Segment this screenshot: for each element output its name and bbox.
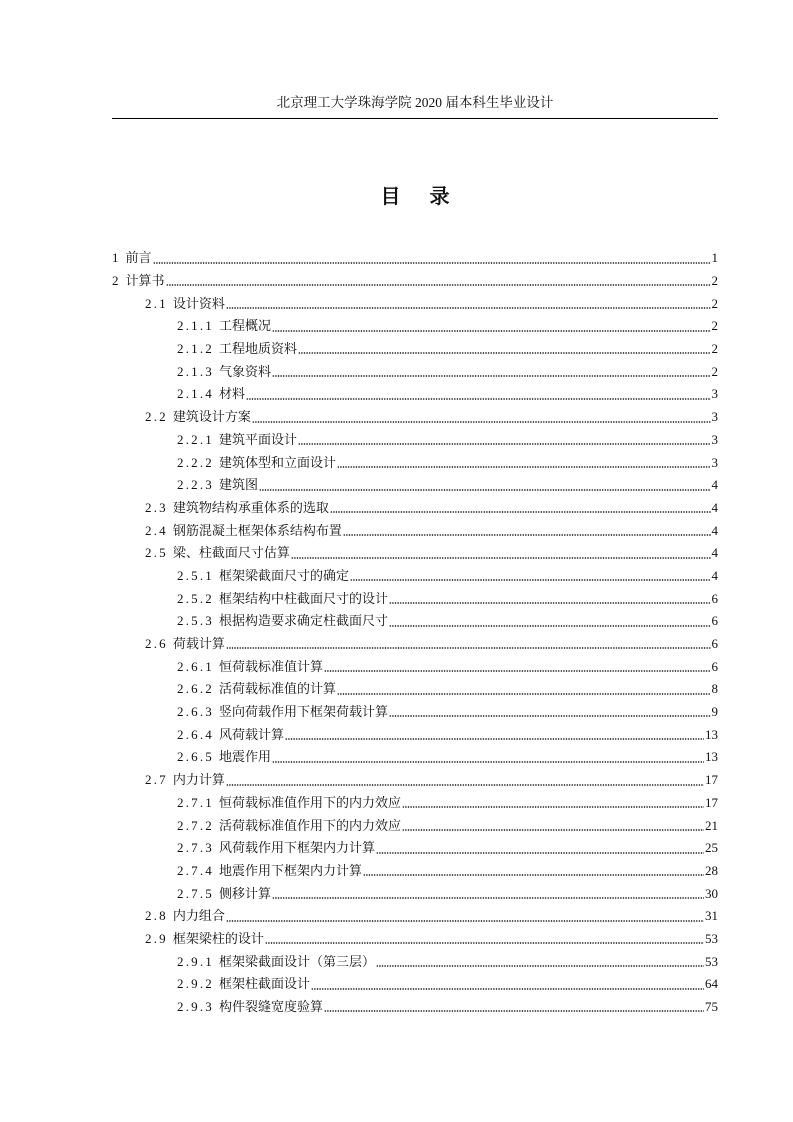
toc-dot-leader xyxy=(153,262,711,264)
toc-entry-page-number: 53 xyxy=(705,953,718,969)
toc-entry-page-number: 21 xyxy=(705,817,718,833)
toc-dot-leader xyxy=(272,330,710,332)
toc-entry-number: 1 xyxy=(112,250,119,266)
toc-dot-leader xyxy=(311,988,704,990)
toc-entry-number: 2.6 xyxy=(145,636,168,652)
table-of-contents xyxy=(112,247,718,1018)
toc-entry[interactable] xyxy=(112,315,718,338)
toc-entry-page-number: 2 xyxy=(711,341,718,357)
toc-entry-page-number: 17 xyxy=(705,794,718,810)
toc-entry-number: 2.9.2 xyxy=(177,976,214,992)
toc-dot-leader xyxy=(389,625,710,627)
toc-entry-title: 内力计算 xyxy=(172,772,225,788)
page-header: 北京理工大学珠海学院 2020 届本科生毕业设计 xyxy=(276,95,554,110)
toc-entry[interactable] xyxy=(112,451,718,474)
toc-entry-number: 2.8 xyxy=(145,908,168,924)
toc-entry-title: 建筑平面设计 xyxy=(219,431,298,447)
toc-entry-number: 2.5.3 xyxy=(177,613,214,629)
toc-entry-page-number: 4 xyxy=(711,499,718,515)
toc-entry-title: 根据构造要求确定柱截面尺寸 xyxy=(219,613,389,629)
toc-entry[interactable] xyxy=(112,270,718,293)
toc-dot-leader xyxy=(376,965,704,967)
toc-entry-number: 2.9 xyxy=(145,930,168,946)
toc-entry[interactable] xyxy=(112,587,718,610)
toc-entry-page-number: 13 xyxy=(705,726,718,742)
toc-entry-title: 建筑设计方案 xyxy=(172,409,251,425)
toc-entry-page-number: 4 xyxy=(711,522,718,538)
toc-entry[interactable] xyxy=(112,996,718,1019)
toc-entry-page-number: 28 xyxy=(705,862,718,878)
toc-title: 目 录 xyxy=(380,186,462,208)
toc-dot-leader xyxy=(389,715,710,717)
toc-entry-page-number: 6 xyxy=(711,590,718,606)
toc-entry-page-number: 2 xyxy=(711,295,718,311)
toc-entry-title: 框架结构中柱截面尺寸的设计 xyxy=(219,590,389,606)
toc-entry-page-number: 75 xyxy=(705,999,718,1015)
toc-entry[interactable] xyxy=(112,973,718,996)
toc-dot-leader xyxy=(389,602,710,604)
toc-dot-leader xyxy=(343,534,711,536)
toc-dot-leader xyxy=(330,511,711,513)
toc-entry-page-number: 64 xyxy=(705,976,718,992)
toc-entry[interactable] xyxy=(112,542,718,565)
toc-entry[interactable] xyxy=(112,769,718,792)
toc-entry-page-number: 2 xyxy=(711,363,718,379)
toc-entry[interactable] xyxy=(112,723,718,746)
toc-entry-title: 内力组合 xyxy=(172,908,225,924)
toc-dot-leader xyxy=(298,443,710,445)
toc-entry-number: 2.6.3 xyxy=(177,704,214,720)
toc-entry[interactable] xyxy=(112,565,718,588)
toc-entry-page-number: 17 xyxy=(705,772,718,788)
toc-entry-page-number: 6 xyxy=(711,636,718,652)
toc-entry[interactable] xyxy=(112,860,718,883)
toc-entry[interactable] xyxy=(112,814,718,837)
toc-dot-leader xyxy=(265,942,704,944)
toc-dot-leader xyxy=(226,784,704,786)
toc-entry-page-number: 30 xyxy=(705,885,718,901)
toc-dot-leader xyxy=(337,693,710,695)
toc-dot-leader xyxy=(298,352,710,354)
toc-entry-number: 2.5 xyxy=(145,545,168,561)
toc-entry[interactable] xyxy=(112,701,718,724)
toc-entry-title: 侧移计算 xyxy=(219,885,272,901)
toc-entry-number: 2.1.4 xyxy=(177,386,214,402)
toc-dot-leader xyxy=(252,421,711,423)
toc-entry-title: 地震作用 xyxy=(219,749,272,765)
toc-entry-title: 风荷载计算 xyxy=(219,726,285,742)
toc-entry-page-number: 25 xyxy=(705,840,718,856)
toc-entry-page-number: 4 xyxy=(711,545,718,561)
toc-entry-title: 恒荷载标准值作用下的内力效应 xyxy=(219,794,402,810)
toc-entry-number: 2 xyxy=(112,273,119,289)
toc-entry-title: 荷载计算 xyxy=(172,636,225,652)
toc-entry-title: 计算书 xyxy=(125,273,165,289)
toc-entry-title: 前言 xyxy=(125,250,152,266)
toc-entry[interactable] xyxy=(112,950,718,973)
toc-entry-number: 2.2 xyxy=(145,409,168,425)
toc-entry-number: 2.6.1 xyxy=(177,658,214,674)
toc-entry-title: 竖向荷载作用下框架荷载计算 xyxy=(219,704,389,720)
toc-entry[interactable] xyxy=(112,360,718,383)
toc-entry-title: 材料 xyxy=(219,386,246,402)
toc-entry-title: 设计资料 xyxy=(172,295,225,311)
toc-entry-page-number: 1 xyxy=(711,250,718,266)
toc-entry-page-number: 53 xyxy=(705,930,718,946)
toc-dot-leader xyxy=(291,557,711,559)
toc-entry-number: 2.2.2 xyxy=(177,454,214,470)
toc-entry-title: 恒荷载标准值计算 xyxy=(219,658,324,674)
toc-entry-page-number: 4 xyxy=(711,477,718,493)
toc-entry[interactable] xyxy=(112,678,718,701)
toc-entry[interactable] xyxy=(112,429,718,452)
toc-entry[interactable] xyxy=(112,610,718,633)
toc-entry-page-number: 3 xyxy=(711,409,718,425)
toc-entry[interactable] xyxy=(112,905,718,928)
toc-entry[interactable] xyxy=(112,383,718,406)
toc-entry-page-number: 3 xyxy=(711,431,718,447)
toc-dot-leader xyxy=(402,829,704,831)
toc-entry[interactable] xyxy=(112,633,718,656)
toc-dot-leader xyxy=(363,874,704,876)
toc-dot-leader xyxy=(226,307,711,309)
toc-entry-number: 2.3 xyxy=(145,499,168,515)
toc-dot-leader xyxy=(226,920,704,922)
toc-entry[interactable] xyxy=(112,655,718,678)
toc-entry-title: 地震作用下框架内力计算 xyxy=(219,862,363,878)
toc-entry-page-number: 4 xyxy=(711,567,718,583)
toc-entry-number: 2.9.3 xyxy=(177,999,214,1015)
toc-entry-title: 建筑物结构承重体系的选取 xyxy=(172,499,329,515)
toc-entry-number: 2.5.2 xyxy=(177,590,214,606)
toc-entry-number: 2.2.1 xyxy=(177,431,214,447)
toc-entry[interactable] xyxy=(112,519,718,542)
toc-entry-number: 2.4 xyxy=(145,522,168,538)
toc-dot-leader xyxy=(272,897,704,899)
toc-entry[interactable] xyxy=(112,497,718,520)
toc-entry-number: 2.1.1 xyxy=(177,318,214,334)
toc-entry-number: 2.7 xyxy=(145,772,168,788)
toc-dot-leader xyxy=(226,647,711,649)
toc-entry-title: 建筑体型和立面设计 xyxy=(219,454,337,470)
toc-entry-number: 2.2.3 xyxy=(177,477,214,493)
toc-entry-number: 2.7.3 xyxy=(177,840,214,856)
toc-entry-number: 2.6.5 xyxy=(177,749,214,765)
toc-entry-number: 2.6.4 xyxy=(177,726,214,742)
toc-entry-title: 建筑图 xyxy=(219,477,259,493)
toc-entry-number: 2.7.2 xyxy=(177,817,214,833)
toc-dot-leader xyxy=(324,1010,704,1012)
toc-entry-title: 框架梁截面尺寸的确定 xyxy=(219,567,350,583)
toc-entry[interactable] xyxy=(112,837,718,860)
toc-entry-title: 工程概况 xyxy=(219,318,272,334)
toc-entry-number: 2.1.3 xyxy=(177,363,214,379)
toc-entry-title: 框架柱截面设计 xyxy=(219,976,311,992)
toc-dot-leader xyxy=(272,375,710,377)
toc-entry-page-number: 6 xyxy=(711,613,718,629)
toc-entry-page-number: 2 xyxy=(711,318,718,334)
toc-entry-title: 梁、柱截面尺寸估算 xyxy=(172,545,290,561)
toc-entry-number: 2.1.2 xyxy=(177,341,214,357)
toc-entry[interactable] xyxy=(112,746,718,769)
toc-dot-leader xyxy=(259,489,710,491)
toc-entry-number: 2.6.2 xyxy=(177,681,214,697)
toc-entry-title: 框架梁截面设计（第三层） xyxy=(219,953,376,969)
toc-entry-number: 2.5.1 xyxy=(177,567,214,583)
toc-dot-leader xyxy=(272,761,704,763)
toc-entry[interactable] xyxy=(112,292,718,315)
toc-dot-leader xyxy=(285,738,704,740)
toc-entry-title: 活荷载标准值作用下的内力效应 xyxy=(219,817,402,833)
toc-entry-page-number: 3 xyxy=(711,454,718,470)
header-rule xyxy=(112,118,718,119)
toc-entry-page-number: 8 xyxy=(711,681,718,697)
toc-entry-title: 活荷载标准值的计算 xyxy=(219,681,337,697)
toc-entry-page-number: 2 xyxy=(711,273,718,289)
toc-dot-leader xyxy=(337,466,710,468)
toc-entry[interactable] xyxy=(112,474,718,497)
toc-entry-title: 气象资料 xyxy=(219,363,272,379)
toc-dot-leader xyxy=(350,579,710,581)
toc-entry-title: 构件裂缝宽度验算 xyxy=(219,999,324,1015)
toc-entry-page-number: 3 xyxy=(711,386,718,402)
toc-dot-leader xyxy=(324,670,710,672)
toc-entry[interactable] xyxy=(112,882,718,905)
toc-entry-page-number: 6 xyxy=(711,658,718,674)
toc-entry-number: 2.7.5 xyxy=(177,885,214,901)
toc-dot-leader xyxy=(166,284,711,286)
toc-dot-leader xyxy=(246,398,710,400)
toc-entry-title: 框架梁柱的设计 xyxy=(172,930,264,946)
toc-entry[interactable] xyxy=(112,338,718,361)
toc-entry-page-number: 13 xyxy=(705,749,718,765)
toc-dot-leader xyxy=(402,806,704,808)
toc-entry[interactable] xyxy=(112,247,718,270)
toc-entry-title: 风荷载作用下框架内力计算 xyxy=(219,840,376,856)
toc-entry-number: 2.1 xyxy=(145,295,168,311)
toc-entry-number: 2.7.4 xyxy=(177,862,214,878)
toc-entry-page-number: 9 xyxy=(711,704,718,720)
toc-entry[interactable] xyxy=(112,928,718,951)
toc-entry-number: 2.7.1 xyxy=(177,794,214,810)
toc-entry[interactable] xyxy=(112,792,718,815)
toc-dot-leader xyxy=(376,852,704,854)
toc-entry-title: 钢筋混凝土框架体系结构布置 xyxy=(172,522,342,538)
toc-entry[interactable] xyxy=(112,406,718,429)
toc-entry-page-number: 31 xyxy=(705,908,718,924)
toc-entry-title: 工程地质资料 xyxy=(219,341,298,357)
toc-entry-number: 2.9.1 xyxy=(177,953,214,969)
